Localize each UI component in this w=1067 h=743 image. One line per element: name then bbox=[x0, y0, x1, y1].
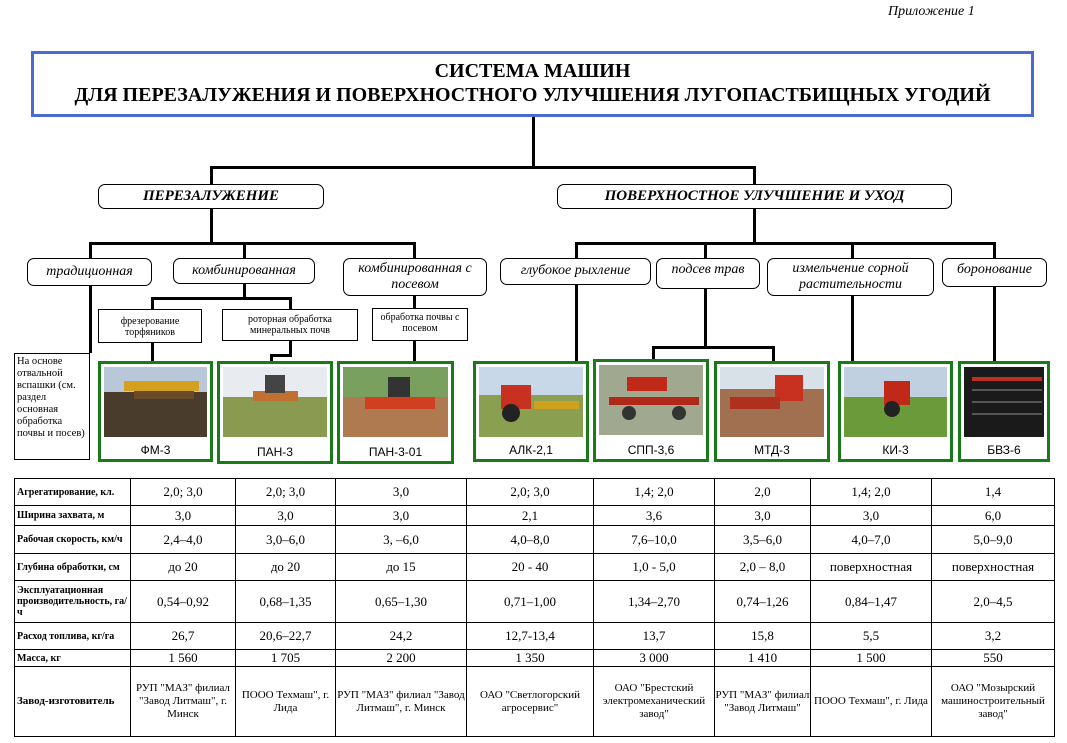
machine-photo-pan3 bbox=[223, 367, 327, 437]
specifications-table bbox=[14, 478, 1055, 737]
table-row bbox=[15, 667, 1055, 737]
table-cell: 0,54–0,92 bbox=[131, 581, 236, 623]
table-cell: 4,0–8,0 bbox=[467, 526, 594, 554]
table-cell: 1 350 bbox=[467, 650, 594, 667]
category-resowing: ПЕРЕЗАЛУЖЕНИЕ bbox=[98, 184, 324, 209]
appendix-label: Приложение 1 bbox=[888, 4, 975, 19]
table-cell: 3,5–6,0 bbox=[715, 526, 811, 554]
table-cell: 3,0 bbox=[336, 506, 467, 526]
table-row bbox=[15, 479, 1055, 506]
method-traditional: традиционная bbox=[27, 258, 152, 286]
category-surface-improvement: ПОВЕРХНОСТНОЕ УЛУЧШЕНИЕ И УХОД bbox=[557, 184, 952, 209]
table-cell: 1,4 bbox=[932, 479, 1055, 506]
machine-photo-pan3-01 bbox=[343, 367, 448, 437]
table-row bbox=[15, 506, 1055, 526]
machine-card-pan3 bbox=[217, 361, 333, 464]
note-traditional-basis: На основе отвальной вспашки (см. раздел основная обработка почвы и посев) bbox=[14, 353, 90, 460]
machine-photo-bvz6 bbox=[964, 367, 1044, 437]
table-cell: поверхностная bbox=[932, 554, 1055, 581]
table-cell: 20 - 40 bbox=[467, 554, 594, 581]
machine-card-pan3-01 bbox=[337, 361, 454, 464]
table-cell: 2 200 bbox=[336, 650, 467, 667]
row-header: Эксплуатационная производительность, га/ч bbox=[15, 581, 131, 623]
table-cell: ОАО "Светлогорский агросервис" bbox=[467, 667, 594, 737]
table-cell: 3,6 bbox=[594, 506, 715, 526]
table-row bbox=[15, 623, 1055, 650]
table-row bbox=[15, 650, 1055, 667]
table-cell: 5,5 bbox=[811, 623, 932, 650]
table-cell: 1,34–2,70 bbox=[594, 581, 715, 623]
note-tillage-sowing: обработка почвы с посевом bbox=[372, 308, 468, 341]
method-grass-sowing: подсев трав bbox=[656, 258, 760, 289]
machine-label: АЛК-2,1 bbox=[509, 443, 553, 457]
table-cell: 0,84–1,47 bbox=[811, 581, 932, 623]
table-cell: 3,0 bbox=[131, 506, 236, 526]
table-cell: ОАО "Брестский электромеханический завод" bbox=[594, 667, 715, 737]
table-cell: 2,0 bbox=[715, 479, 811, 506]
table-cell: ОАО "Мозырский машиностроительный завод" bbox=[932, 667, 1055, 737]
table-cell: 3,0 bbox=[715, 506, 811, 526]
table-cell: 2,4–4,0 bbox=[131, 526, 236, 554]
row-header: Агрегатирование, кл. bbox=[15, 479, 131, 506]
title-line-2: ДЛЯ ПЕРЕЗАЛУЖЕНИЯ И ПОВЕРХНОСТНОГО УЛУЧШЕНИЯ ЛУГОПАСТБИЩНЫХ УГОДИЙ bbox=[74, 84, 991, 106]
machine-label: МТД-3 bbox=[754, 443, 790, 457]
table-cell: 1,4; 2,0 bbox=[811, 479, 932, 506]
table-cell: 5,0–9,0 bbox=[932, 526, 1055, 554]
table-cell: РУП "МАЗ" филиал "Завод Литмаш" bbox=[715, 667, 811, 737]
title-line-1: СИСТЕМА МАШИН bbox=[434, 60, 631, 82]
note-rotary: роторная обработка минеральных почв bbox=[222, 309, 358, 341]
table-cell: 0,65–1,30 bbox=[336, 581, 467, 623]
row-header: Расход топлива, кг/га bbox=[15, 623, 131, 650]
table-cell: до 20 bbox=[131, 554, 236, 581]
machine-photo-mtd3 bbox=[720, 367, 824, 437]
table-cell: 15,8 bbox=[715, 623, 811, 650]
table-cell: 2,0 – 8,0 bbox=[715, 554, 811, 581]
method-weed-chopping: измельчение сорной растительности bbox=[767, 258, 934, 296]
machine-card-bvz6 bbox=[958, 361, 1050, 462]
table-row bbox=[15, 554, 1055, 581]
machine-photo-fm3 bbox=[104, 367, 207, 437]
row-header: Ширина захвата, м bbox=[15, 506, 131, 526]
table-cell: 13,7 bbox=[594, 623, 715, 650]
machine-card-ki3 bbox=[838, 361, 953, 462]
method-combined-with-sowing: комбинированная с посевом bbox=[343, 258, 487, 296]
table-cell: поверхностная bbox=[811, 554, 932, 581]
table-cell: до 20 bbox=[236, 554, 336, 581]
table-cell: 0,68–1,35 bbox=[236, 581, 336, 623]
note-milling: фрезерование торфяников bbox=[98, 309, 202, 343]
table-cell: 1,4; 2,0 bbox=[594, 479, 715, 506]
table-cell: 1 500 bbox=[811, 650, 932, 667]
machine-label: ПАН-3-01 bbox=[368, 445, 423, 459]
table-cell: 4,0–7,0 bbox=[811, 526, 932, 554]
table-cell: 3,0–6,0 bbox=[236, 526, 336, 554]
table-cell: 3,2 bbox=[932, 623, 1055, 650]
table-cell: ПООО Техмаш", г. Лида bbox=[811, 667, 932, 737]
table-cell: 2,0; 3,0 bbox=[467, 479, 594, 506]
table-cell: 3,0 bbox=[811, 506, 932, 526]
table-cell: 7,6–10,0 bbox=[594, 526, 715, 554]
row-header: Рабочая скорость, км/ч bbox=[15, 526, 131, 554]
table-cell: 24,2 bbox=[336, 623, 467, 650]
table-cell: 1 410 bbox=[715, 650, 811, 667]
table-cell: 6,0 bbox=[932, 506, 1055, 526]
machine-photo-alk21 bbox=[479, 367, 583, 437]
table-cell: 1,0 - 5,0 bbox=[594, 554, 715, 581]
method-combined: комбинированная bbox=[173, 258, 315, 284]
machine-card-spp36 bbox=[593, 359, 709, 462]
method-deep-loosening: глубокое рыхление bbox=[500, 258, 651, 285]
row-header: Завод-изготовитель bbox=[15, 667, 131, 737]
machine-card-mtd3 bbox=[714, 361, 830, 462]
row-header: Масса, кг bbox=[15, 650, 131, 667]
machine-card-fm3 bbox=[98, 361, 213, 462]
table-cell: 0,71–1,00 bbox=[467, 581, 594, 623]
machine-label: ФМ-3 bbox=[140, 443, 171, 457]
table-cell: 12,7-13,4 bbox=[467, 623, 594, 650]
table-cell: 2,1 bbox=[467, 506, 594, 526]
table-row bbox=[15, 526, 1055, 554]
table-cell: 20,6–22,7 bbox=[236, 623, 336, 650]
table-cell: 26,7 bbox=[131, 623, 236, 650]
method-harrowing: боронование bbox=[942, 258, 1047, 287]
table-cell: 3 000 bbox=[594, 650, 715, 667]
table-cell: РУП "МАЗ" филиал "Завод Литмаш", г. Минск bbox=[131, 667, 236, 737]
table-cell: 1 560 bbox=[131, 650, 236, 667]
row-header: Глубина обработки, см bbox=[15, 554, 131, 581]
table-cell: 3,0 bbox=[236, 506, 336, 526]
table-cell: 2,0–4,5 bbox=[932, 581, 1055, 623]
machine-photo-spp36 bbox=[599, 365, 703, 435]
table-cell: 550 bbox=[932, 650, 1055, 667]
table-cell: 3,0 bbox=[336, 479, 467, 506]
table-cell: 1 705 bbox=[236, 650, 336, 667]
table-cell: 0,74–1,26 bbox=[715, 581, 811, 623]
machine-label: ПАН-3 bbox=[257, 445, 293, 459]
table-row bbox=[15, 581, 1055, 623]
machine-card-alk21 bbox=[473, 361, 589, 462]
machine-label: СПП-3,6 bbox=[627, 443, 675, 457]
table-cell: РУП "МАЗ" филиал "Завод Литмаш", г. Минск bbox=[336, 667, 467, 737]
machine-photo-ki3 bbox=[844, 367, 947, 437]
machine-label: БВЗ-6 bbox=[987, 443, 1021, 457]
table-cell: 2,0; 3,0 bbox=[131, 479, 236, 506]
table-cell: ПООО Техмаш", г. Лида bbox=[236, 667, 336, 737]
table-cell: 3, –6,0 bbox=[336, 526, 467, 554]
table-cell: 2,0; 3,0 bbox=[236, 479, 336, 506]
table-cell: до 15 bbox=[336, 554, 467, 581]
diagram-title bbox=[31, 51, 1034, 117]
machine-label: КИ-3 bbox=[882, 443, 909, 457]
